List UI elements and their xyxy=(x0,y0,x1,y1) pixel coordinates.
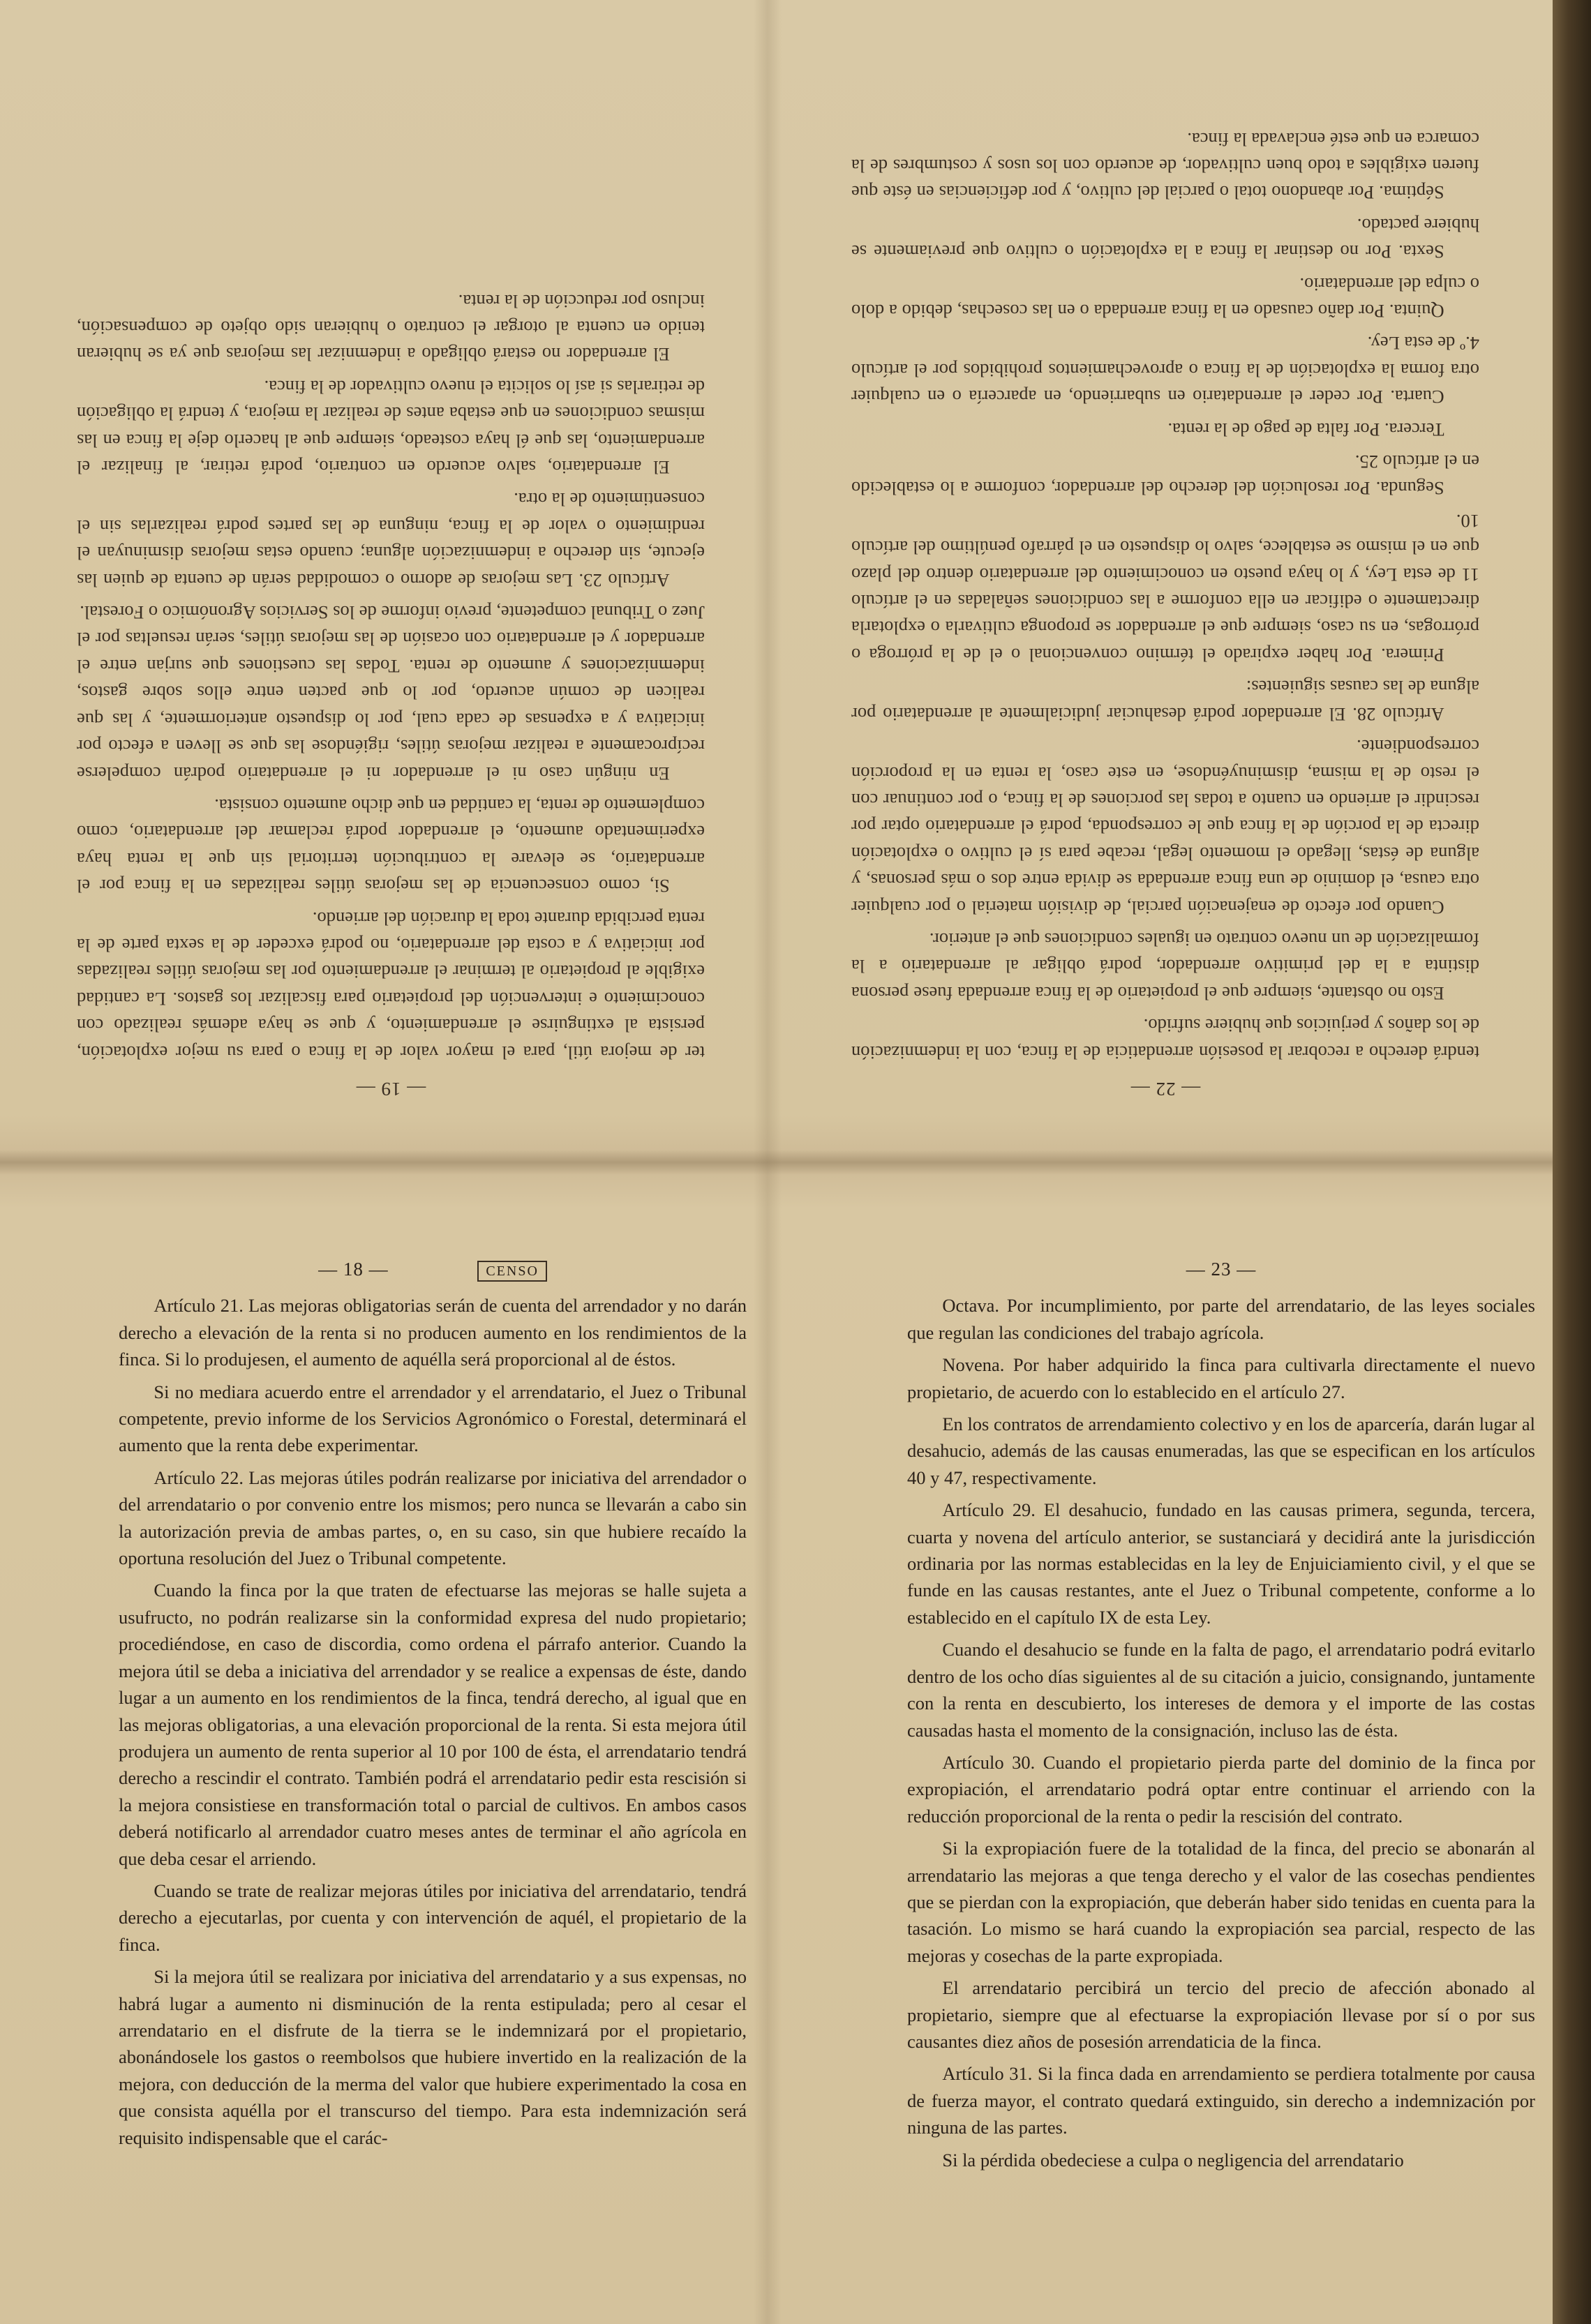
page-19 xyxy=(77,56,705,1102)
paragraph: Artículo 28. El arrendador podrá desahuciar judicialmente al arrendatario por alguna de las causas siguientes: xyxy=(851,677,1479,725)
paragraph: Cuando el desahucio se funde en la falta de pago, el arrendatario podrá evitarlo dentro de los ocho días siguientes al de su citación a juicio, consignando, juntamente con la renta en descubierto, los intereses de demora y el importe de las costas causadas hasta el momento de la consignación, incluso las de ésta. xyxy=(907,1639,1535,1741)
paragraph: Novena. Por haber adquirido la finca para cultivarla directamente el nuevo propietario, de acuerdo con lo establecido en el artículo 27. xyxy=(907,1354,1535,1402)
paragraph: Si la mejora útil se realizara por iniciativa del arrendatario y a sus expensas, no habrá lugar a aumento ni disminución de la renta estipulada; pero al cesar el arrendatario en el disfrute de la tierra se le indemnizará por el propietario, abonándosele los gastos o reembolsos que hubiere invertido en la realización de la mejora, con deducción de la merma del valor que hubiere experimentado la cosa en que consista aquélla por el transcurso del tiempo. Para esta indemnización será requisito indispensable que el carác- xyxy=(119,1966,747,2148)
paragraph: Segunda. Por resolución del derecho del arrendador, conforme a lo establecido en el artículo 25. xyxy=(851,451,1479,500)
paragraph: Artículo 22. Las mejoras útiles podrán realizarse por iniciativa del arrendador o del arrendatario o por convenio entre los mismos; pero nunca se llevarán a cabo sin la autorización previa de ambas partes, o, en su caso, sin que hubiere recaído la oportuna resolución del Juez o Tribunal competente. xyxy=(119,1467,747,1569)
paragraph: En ningún caso ni el arrendador ni el arrendatario podrán compelerse recíprocamente a realizar mejoras útiles, rigiéndose las que se lleven a efecto por iniciativa y a expensas de cada cual, por lo dispuesto anteriormente, y las que realicen de común acuerdo, por lo que pacten entre ellos sobre gastos, indemnizaciones y aumento de renta. Todas las cuestiones que surjan entre el arrendador y el arrendatario con ocasión de las mejoras útiles, serán resueltas por el Juez o Tribunal competente, previo informe de los Servicios Agronómico o Forestal. xyxy=(77,602,705,784)
paragraph: Séptima. Por abandono total o parcial del cultivo, y por deficiencias en éste que fueren exigibles a todo buen cultivador, de acuerdo con los usos y costumbres de la comarca en que esté enclavada la finca. xyxy=(851,128,1479,204)
paragraph: Artículo 31. Si la finca dada en arrendamiento se perdiera totalmente por causa de fuerza mayor, el contrato quedará extinguido, sin derecho a indemnización por ninguna de las partes. xyxy=(907,2063,1535,2138)
paragraph: Si, como consecuencia de las mejoras útiles realizadas en la finca por el arrendatario, se elevare la contribución territorial sin que la renta haya experimentado aumento, el arrendador podrá reclamar del arrendatario, como complemento de renta, la cantidad en que dicho aumento consista. xyxy=(77,795,705,897)
paragraph: Artículo 29. El desahucio, fundado en las causas primera, segunda, tercera, cuarta y novena del artículo anterior, se sustanciará y decidirá ante la jurisdicción ordinaria por las normas establecidas en la ley de Enjuiciamiento civil, y el que se funde en las causas restantes, ante el Juez o Tribunal competente, conforme a lo establecido en el capítulo IX de esta Ley. xyxy=(907,1499,1535,1628)
paragraph: Esto no obstante, siempre que el propietario de la finca arrendada fuese persona distinta a la del primitivo arrendador, podrá obligar al arrendatario a la formalización de un nuevo contrato en iguales condiciones que el anterior. xyxy=(851,929,1479,1004)
page-22 xyxy=(851,56,1479,1102)
paragraph: Si la pérdida obedeciese a culpa o negligencia del arrendatario xyxy=(942,2149,1404,2171)
paragraph: Artículo 30. Cuando el propietario pierda parte del dominio de la finca por expropiación, el arrendatario podrá optar entre continuar el arriendo con la reducción proporcional de la renta o pedir la rescisión del contrato. xyxy=(907,1751,1535,1827)
paragraph: El arrendatario, salvo acuerdo en contrario, podrá retirar, al finalizar el arrendamiento, las que él haya costeado, siempre que al hacerlo deje la finca en las mismas condiciones en que estaba antes de realizar la mejora, y tendrá la obligación de retirarlas si así lo solicita el nuevo cultivador de la finca. xyxy=(77,376,705,479)
page-number: — 19 — xyxy=(355,1079,426,1100)
paragraph: Sexta. Por no destinar la finca a la explotación o cultivo que previamente se hubiere pactado. xyxy=(851,214,1479,263)
page-header xyxy=(119,1256,747,1282)
page-18 xyxy=(119,1256,747,2302)
paragraph: Artículo 23. Las mejoras de adorno o comodidad serán de cuenta de quien las ejecute, sin derecho a indemnización alguna; cuando estas mejoras disminuyan el rendimiento o valor de la finca, ninguna de las partes podrá realizarlas sin el consentimiento de la otra. xyxy=(77,489,705,591)
paragraph: Primera. Por haber expirado el término convencional o el de la prórroga o prórrogas, en su caso, siempre que el arrendador se proponga cultivarla o explotarla directamente o edificar en ella conforme a las condiciones señaladas en el artículo 11 de esta Ley, y lo haya puesto en conocimiento del arrendatario dentro del plazo que en el mismo se establece, salvo lo dispuesto en el párrafo penúltimo del artículo 10. xyxy=(851,510,1479,666)
paragraph: Cuando la finca por la que traten de efectuarse las mejoras se halle sujeta a usufructo, no podrán realizarse sin la conformidad expresa del nudo propietario; procediéndose, en caso de discordia, como ordena el párrafo anterior. Cuando la mejora útil se deba a iniciativa del arrendador y se realice a expensas de éste, dando lugar a un aumento en los rendimientos de la finca, tendrá derecho, al igual que en las mejoras obligatorias, a una elevación proporcional de la renta. Si esta mejora útil produjera un aumento de renta superior al 10 por 100 de ésta, el arrendatario tendrá derecho a rescindir el contrato. También podrá el arrendatario pedir esta rescisión si la mejora consistiese en transformación total o parcial de cultivos. En ambos casos deberá notificarlo al arrendador cuatro meses antes de terminar el año agrícola en que deba cesar el arriendo. xyxy=(119,1580,747,1869)
paragraph: Si no mediara acuerdo entre el arrendador y el arrendatario, el Juez o Tribunal competente, previo informe de los Servicios Agronómico o Forestal, determinará el aumento que la renta debe experimentar. xyxy=(119,1381,747,1456)
paragraph: El arrendatario percibirá un tercio del precio de afección abonado al propietario, siempre que al efectuarse la expropiación llevase por sí o por sus causantes diez años de posesión arrendaticia de la finca. xyxy=(907,1977,1535,2052)
paragraph: ter de mejora útil, para el mayor valor de la finca o para su mejor explotación, persista al extinguirse el arrendamiento, y que se haya además realizado con conocimiento e intervención del propietario para fiscalizar los gastos. La cantidad exigible al propietario al terminar el arrendamiento por las mejoras útiles realizadas por iniciativa y a costa del arrendatario, no podrá exceder de la sexta parte de la renta percibida durante toda la duración del arriendo. xyxy=(77,908,705,1063)
paragraph: tendrá derecho a recobrar la posesión arrendaticia de la finca, con la indemnización de los daños y perjuicios que hubiere sufrido. xyxy=(851,1015,1479,1063)
library-stamp: CENSO xyxy=(477,1261,547,1282)
paragraph: Quinta. Por daño causado en la finca arrendada o en las cosechas, debido a dolo o culpa del arrendatario. xyxy=(851,273,1479,322)
paragraph: Cuarta. Por ceder el arrendatario en subarriendo, en aparcería o en cualquier otra forma la explotación de la finca o aprovechamientos prohibidos por el artículo 4.º de esta Ley. xyxy=(851,333,1479,408)
paragraph: En los contratos de arrendamiento colectivo y en los de aparcería, darán lugar al desahucio, además de las causas enumeradas, las que se especifican en los artículos 40 y 47, respectivamente. xyxy=(907,1414,1535,1488)
paragraph: Tercera. Por falta de pago de la renta. xyxy=(1167,419,1444,440)
horizontal-fold xyxy=(0,1150,1556,1175)
paragraph: Artículo 21. Las mejoras obligatorias serán de cuenta del arrendador y no darán derecho a elevación de la renta si no producen aumento en los rendimientos de la finca. Si lo produjesen, el aumento de aquélla será proporcional al de éstos. xyxy=(119,1295,747,1370)
binding-edge xyxy=(1553,0,1591,2324)
page-number: — 23 — xyxy=(1186,1259,1257,1280)
paragraph: El arrendador no estará obligado a indemnizar las mejoras que ya se hubieran tenido en cuenta al otorgar el contrato o hubieran sido objeto de compensación, incluso por reducción de la renta. xyxy=(77,290,705,366)
page-23 xyxy=(907,1256,1535,2302)
paragraph: Cuando por efecto de enajenación parcial, de división material o por cualquier otra causa, el dominio de una finca arrendada se divida entre dos o más personas, y alguna de éstas, llegado el momento legal, recabe para sí el cultivo o explotación directa de la porción de la finca que le corresponda, podrá el arrendatario optar por rescindir el arriendo en cuanto a todas las porciones de la finca, o por continuar con el resto de la misma, disminuyéndose, en este caso, la renta en la proporción correspondiente. xyxy=(851,736,1479,918)
paragraph: Si la expropiación fuere de la totalidad de la finca, del precio se abonarán al arrendatario las mejoras a que tenga derecho y el valor de las cosechas pendientes que se pierdan con la expropiación, que deberán haber sido tenidas en cuenta para la tasación. Lo mismo se hará cuando la expropiación sea parcial, respecto de las mejoras y cosechas de la parte expropiada. xyxy=(907,1838,1535,1966)
page-number: — 18 — xyxy=(318,1259,389,1280)
page-number: — 22 — xyxy=(1130,1079,1201,1100)
paragraph: Octava. Por incumplimiento, por parte del arrendatario, de las leyes sociales que regulan las condiciones del trabajo agrícola. xyxy=(907,1295,1535,1343)
paragraph: Cuando se trate de realizar mejoras útiles por iniciativa del arrendatario, tendrá derecho a ejecutarlas, por cuenta y con intervención de aquél, el propietario de la finca. xyxy=(119,1880,747,1955)
